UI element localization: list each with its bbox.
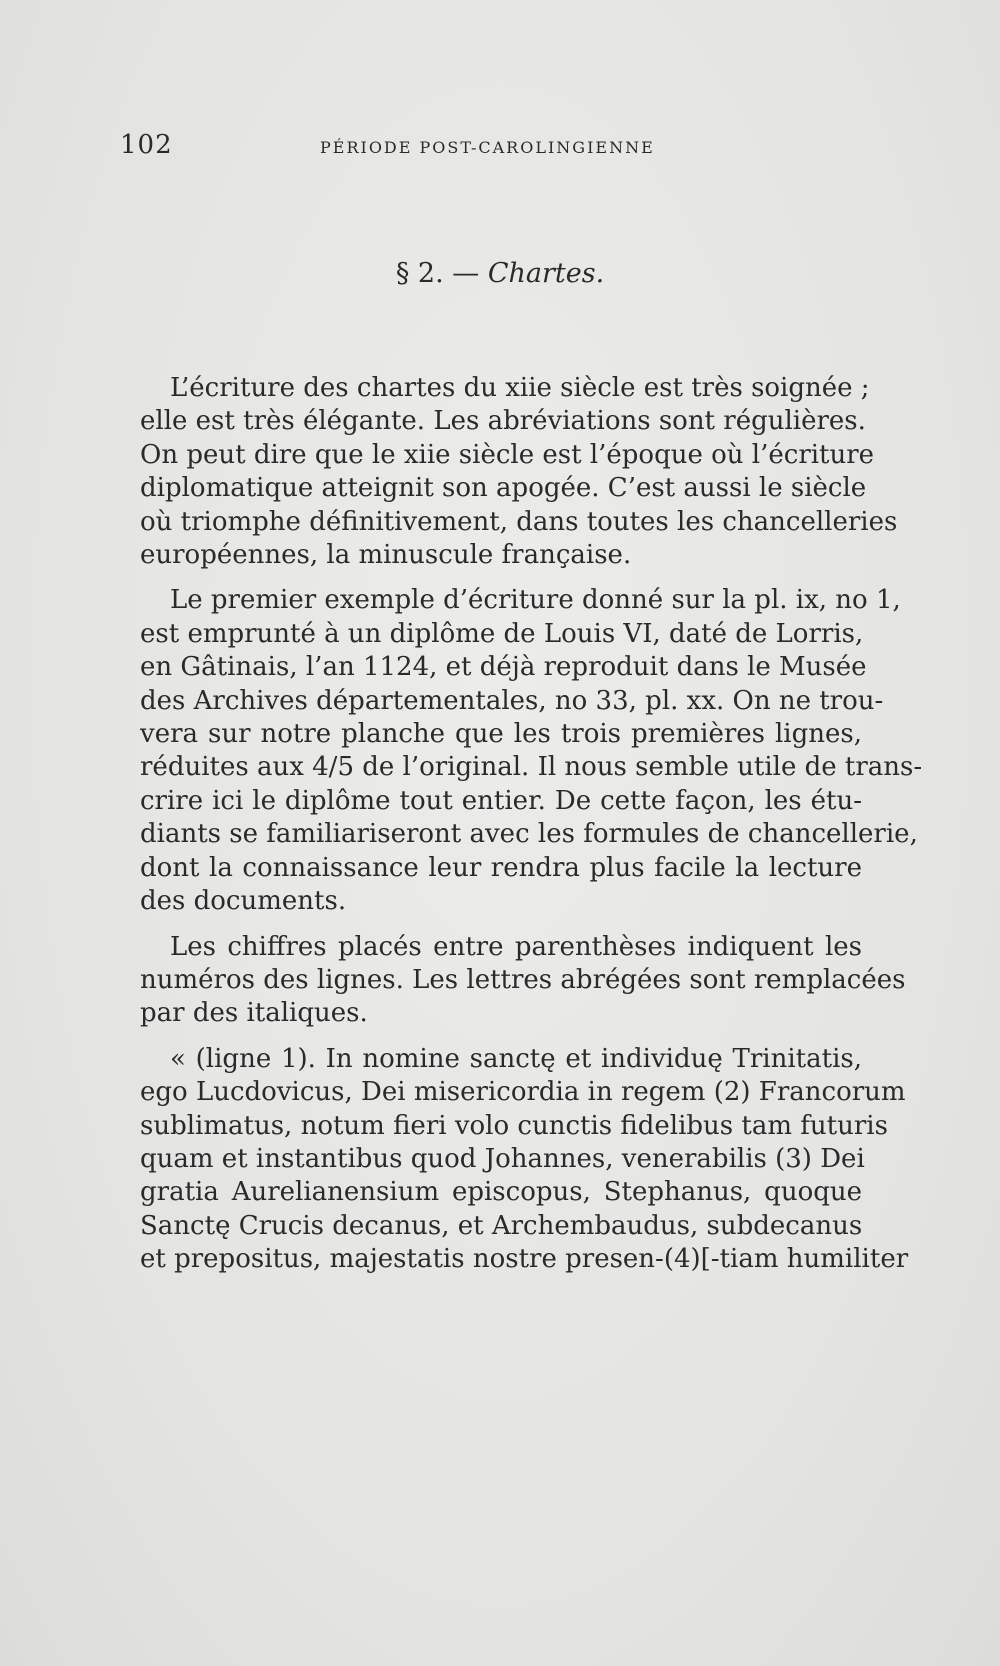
text-line: est emprunté à un diplôme de Louis VI, daté de Lorris,: [140, 618, 864, 649]
text-line: diants se familiariseront avec les formules de chancellerie,: [140, 819, 918, 850]
paragraph-2: [110, 584, 923, 918]
text-line: où triomphe définitivement, dans toutes les chancelleries: [140, 506, 898, 537]
text-line: L’écriture des chartes du xiie siècle est très soignée ;: [170, 373, 870, 403]
text-line: Sanctę Crucis decanus, et Archembaudus, subdecanus: [140, 1210, 863, 1241]
text-line: en Gâtinais, l’an 1124, et déjà reproduit dans le Musée: [140, 652, 867, 683]
text-line: et prepositus, majestatis nostre presen-(4)[-tiam humiliter: [140, 1244, 909, 1275]
text-line: quam et instantibus quod Johannes, venerabilis (3) Dei: [140, 1143, 865, 1174]
text-line: elle est très élégante. Les abréviations sont régulières.: [140, 406, 866, 437]
text-line: réduites aux 4/5 de l’original. Il nous semble utile de trans-: [140, 752, 923, 783]
text-line: des documents.: [140, 886, 347, 917]
text-line: Le premier exemple d’écriture donné sur la pl. ix, no 1,: [170, 585, 901, 616]
page-number: 102: [120, 130, 173, 160]
body-text: [110, 372, 923, 1277]
text-line: européennes, la minuscule française.: [140, 540, 632, 571]
paragraph-1: [110, 372, 898, 572]
text-line: On peut dire que le xiie siècle est l’époque où l’écriture: [140, 439, 875, 470]
section-number: § 2. —: [395, 258, 488, 289]
text-line: vera sur notre planche que les trois premières lignes,: [140, 719, 862, 750]
page-header: [120, 130, 850, 170]
running-head: PÉRIODE POST-CAROLINGIENNE: [320, 138, 655, 157]
text-line: « (ligne 1). In nomine sanctę et individuę Trinitatis,: [170, 1043, 862, 1074]
section-heading: [0, 258, 1000, 289]
paragraph-3: [110, 931, 906, 1031]
text-line: crire ici le diplôme tout entier. De cette façon, les étu-: [140, 785, 862, 816]
text-line: numéros des lignes. Les lettres abrégées sont remplacées: [140, 964, 906, 995]
text-line: ego Lucdovicus, Dei misericordia in regem (2) Francorum: [140, 1077, 906, 1108]
text-line: gratia Aurelianensium episcopus, Stephanus, quoque: [140, 1177, 862, 1208]
text-line: par des italiques.: [140, 998, 368, 1029]
section-title: Chartes.: [487, 258, 605, 289]
text-line: des Archives départementales, no 33, pl. xx. On ne trou-: [140, 685, 884, 716]
text-line: Les chiffres placés entre parenthèses indiquent les: [170, 931, 862, 962]
text-line: dont la connaissance leur rendra plus facile la lecture: [140, 852, 862, 883]
text-line: sublimatus, notum fieri volo cunctis fidelibus tam futuris: [140, 1110, 888, 1141]
text-line: diplomatique atteignit son apogée. C’est aussi le siècle: [140, 473, 867, 504]
paragraph-4: [110, 1043, 909, 1277]
